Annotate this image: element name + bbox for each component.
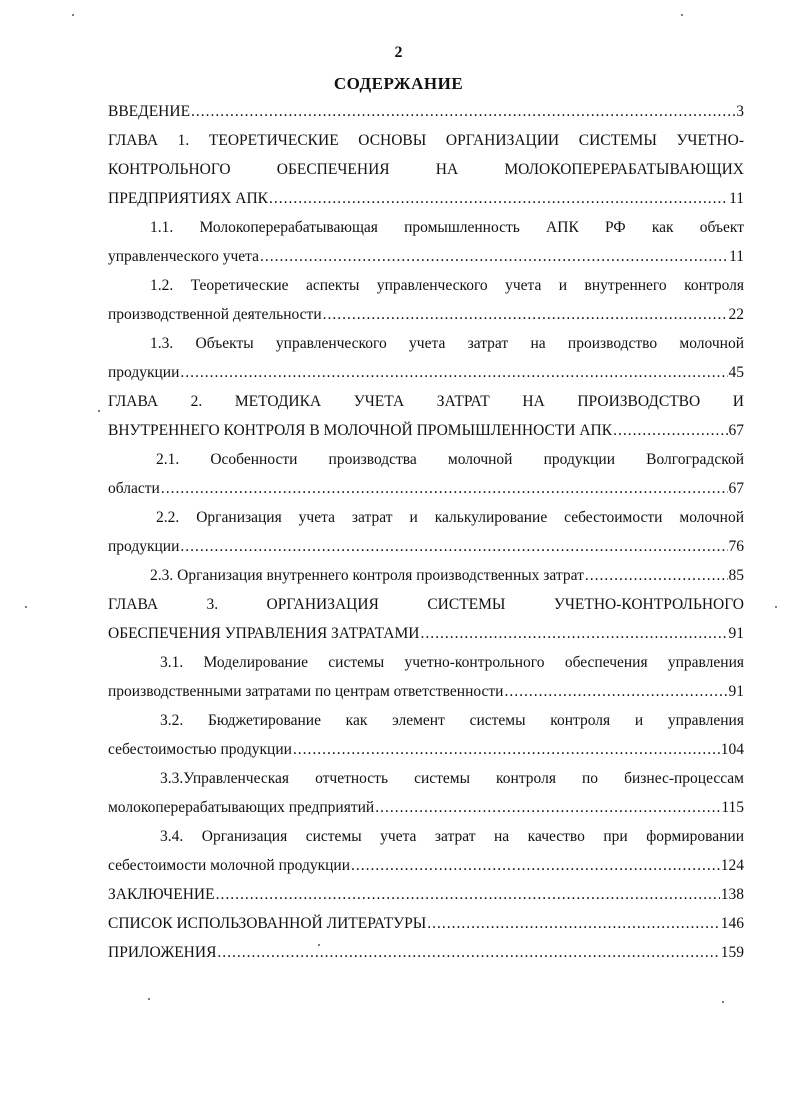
toc-chapter-1-line-1: ГЛАВА 1. ТЕОРЕТИЧЕСКИЕ ОСНОВЫ ОРГАНИЗАЦИИ СИСТЕМЫ УЧЕТНО- — [108, 132, 744, 149]
toc-page: 45 — [728, 364, 744, 381]
toc-section-1-2-line-1: 1.2. Теоретические аспекты управленческого учета и внутреннего контроля — [150, 277, 744, 294]
toc-section-3-3-line-2 — [108, 796, 744, 820]
toc-section-2-3 — [150, 564, 744, 588]
toc-label: ОБЕСПЕЧЕНИЯ УПРАВЛЕНИЯ ЗАТРАТАМИ — [108, 625, 420, 642]
toc-section-3-1-line-1: 3.1. Моделирование системы учетно-контрольного обеспечения управления — [160, 654, 744, 671]
leader-dots — [323, 303, 728, 327]
scan-speck — [318, 944, 320, 946]
leader-dots — [585, 564, 728, 588]
toc-page: 146 — [720, 915, 744, 932]
toc-section-1-3-line-2 — [108, 361, 744, 385]
toc-page: 115 — [721, 799, 744, 816]
scan-speck — [25, 606, 27, 608]
leader-dots — [351, 854, 720, 878]
toc-page: 138 — [720, 886, 744, 903]
toc-label: ПРЕДПРИЯТИЯХ АПК — [108, 190, 268, 207]
leader-dots — [161, 477, 728, 501]
toc-section-1-1-line-2 — [108, 245, 744, 269]
toc-label: себестоимости молочной продукции — [108, 857, 351, 874]
toc-entry-references — [108, 912, 744, 936]
leader-dots — [613, 419, 727, 443]
toc-page: 11 — [729, 190, 744, 207]
scan-speck — [775, 606, 777, 608]
toc-page: 85 — [728, 567, 744, 584]
toc-label: продукции — [108, 538, 180, 555]
toc-page: 124 — [720, 857, 744, 874]
toc-label: 2.3. Организация внутреннего контроля производственных затрат — [150, 567, 584, 584]
toc-section-2-1-line-1: 2.1. Особенности производства молочной продукции Волгоградской — [156, 451, 744, 468]
toc-page: 76 — [728, 538, 744, 555]
toc-page: 3 — [736, 103, 744, 120]
scan-speck — [681, 14, 683, 16]
scan-speck — [148, 998, 150, 1000]
toc-chapter-3-line-2 — [108, 622, 744, 646]
toc-section-3-4-line-2 — [108, 854, 744, 878]
leader-dots — [427, 912, 719, 936]
toc-chapter-1-line-2: КОНТРОЛЬНОГО ОБЕСПЕЧЕНИЯ НА МОЛОКОПЕРЕРАБАТЫВАЮЩИХ — [108, 161, 744, 178]
toc-section-2-2-line-1: 2.2. Организация учета затрат и калькулирование себестоимости молочной — [156, 509, 744, 526]
toc-section-1-3-line-1: 1.3. Объекты управленческого учета затрат на производство молочной — [150, 335, 744, 352]
toc-chapter-2-line-1: ГЛАВА 2. МЕТОДИКА УЧЕТА ЗАТРАТ НА ПРОИЗВОДСТВО И — [108, 393, 744, 410]
toc-section-3-4-line-1: 3.4. Организация системы учета затрат на качество при формировании — [160, 828, 744, 845]
leader-dots — [269, 187, 728, 211]
toc-page: 67 — [728, 422, 744, 439]
leader-dots — [375, 796, 720, 820]
scan-speck — [72, 14, 74, 16]
toc-section-3-3-line-1: 3.3.Управленческая отчетность системы контроля по бизнес-процессам — [160, 770, 744, 787]
toc-label: области — [108, 480, 160, 497]
toc-chapter-1-line-3 — [108, 187, 744, 211]
toc-label: молокоперерабатывающих предприятий — [108, 799, 375, 816]
toc-label: производственной деятельности — [108, 306, 322, 323]
toc-label: управленческого учета — [108, 248, 259, 265]
scan-speck — [98, 410, 100, 412]
toc-label: продукции — [108, 364, 180, 381]
toc-label: ВНУТРЕННЕГО КОНТРОЛЯ В МОЛОЧНОЙ ПРОМЫШЛЕННОСТИ АПК — [108, 422, 613, 439]
leader-dots — [180, 535, 727, 559]
toc-label: ВВЕДЕНИЕ — [108, 103, 191, 120]
leader-dots — [260, 245, 728, 269]
toc-entry-conclusion — [108, 883, 744, 907]
page-title: СОДЕРЖАНИЕ — [333, 74, 464, 93]
toc-page: 11 — [729, 248, 744, 265]
leader-dots — [217, 941, 719, 965]
toc-section-1-1-line-1: 1.1. Молокоперерабатывающая промышленность АПК РФ как объект — [150, 219, 744, 236]
toc-label: ПРИЛОЖЕНИЯ — [108, 944, 217, 961]
toc-section-2-1-line-2 — [108, 477, 744, 501]
scan-speck — [722, 1001, 724, 1003]
toc-label: ЗАКЛЮЧЕНИЕ — [108, 886, 215, 903]
leader-dots — [293, 738, 720, 762]
toc-page: 67 — [728, 480, 744, 497]
toc-page: 22 — [728, 306, 744, 323]
toc-label: СПИСОК ИСПОЛЬЗОВАННОЙ ЛИТЕРАТУРЫ — [108, 915, 427, 932]
toc-section-1-2-line-2 — [108, 303, 744, 327]
leader-dots — [504, 680, 727, 704]
leader-dots — [420, 622, 727, 646]
page-number: 2 — [394, 44, 403, 61]
toc-section-3-1-line-2 — [108, 680, 744, 704]
toc-page: 91 — [728, 683, 744, 700]
leader-dots — [216, 883, 720, 907]
toc-section-3-2-line-1: 3.2. Бюджетирование как элемент системы контроля и управления — [160, 712, 744, 729]
toc-label: себестоимостью продукции — [108, 741, 292, 758]
toc-page: 91 — [728, 625, 744, 642]
toc-page: 159 — [720, 944, 744, 961]
toc-chapter-2-line-2 — [108, 419, 744, 443]
leader-dots — [180, 361, 727, 385]
toc-label: производственными затратами по центрам ответственности — [108, 683, 504, 700]
leader-dots — [191, 100, 735, 124]
toc-section-2-2-line-2 — [108, 535, 744, 559]
toc-entry-intro — [108, 100, 744, 124]
toc-page: 104 — [720, 741, 744, 758]
toc-chapter-3-line-1: ГЛАВА 3. ОРГАНИЗАЦИЯ СИСТЕМЫ УЧЕТНО-КОНТРОЛЬНОГО — [108, 596, 744, 613]
toc-entry-appendices — [108, 941, 744, 965]
toc-section-3-2-line-2 — [108, 738, 744, 762]
